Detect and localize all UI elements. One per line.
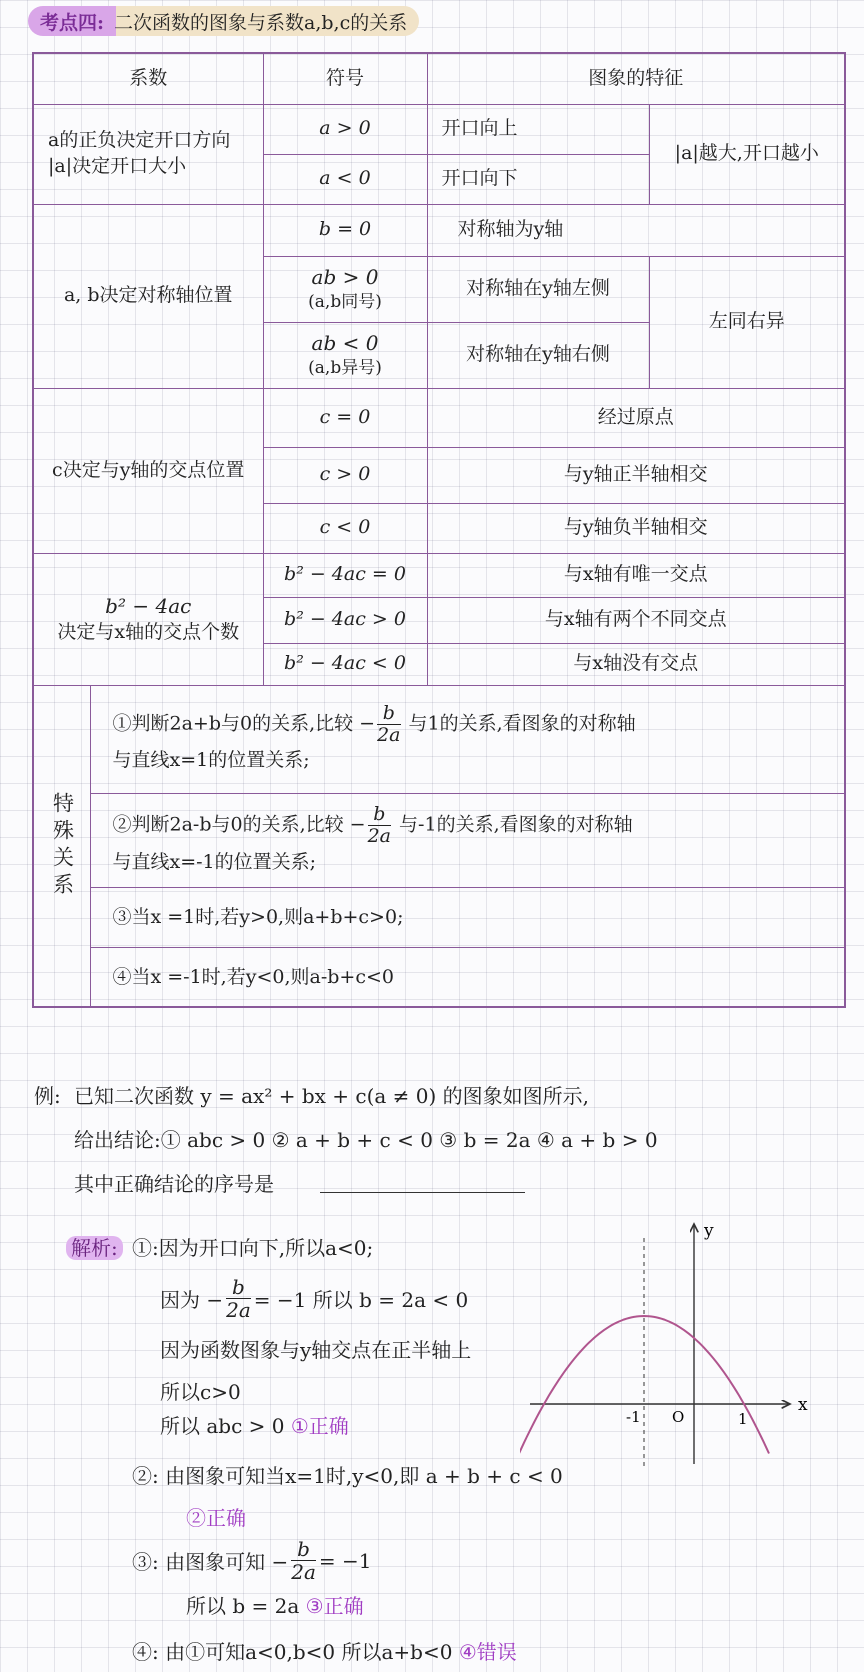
correct-mark: ③正确: [305, 1594, 364, 1618]
special-row: [34, 686, 844, 794]
table-row: [33, 104, 845, 154]
special-item-2-line1: ②判断2a-b与0的关系,比较 − $\frac{b}{2a}$ 与-1的关系,看图象的对称轴: [112, 802, 633, 847]
special-item-4: ④当x =-1时,若y<0,则a-b+c<0: [90, 948, 844, 1006]
special-label-cell: [34, 686, 90, 1006]
feature-cell: 经过原点: [427, 388, 845, 447]
a-extra-cell: |a|越大,开口越小: [649, 104, 845, 204]
header-coef: 系数: [33, 53, 263, 104]
sign-note: (a,b异号): [308, 358, 382, 379]
section-title: 二次函数的图象与系数a,b,c的关系: [114, 11, 408, 34]
example-label: 例:: [34, 1084, 61, 1108]
solution-s1-line3: 因为函数图象与y轴交点在正半轴上: [160, 1338, 472, 1362]
fraction: $\frac{b}{2a}$: [367, 802, 392, 847]
b-extra-cell: 左同右异: [649, 256, 845, 388]
sign-expr: ab > 0: [311, 265, 379, 290]
section-header: [28, 6, 419, 36]
fraction: $\frac{b}{2a}$: [377, 701, 401, 746]
feature-cell: 对称轴在y轴左侧: [427, 256, 649, 322]
solution-s2-line1: ②: 由图象可知当x=1时,y<0,即 a + b + c < 0: [132, 1464, 563, 1488]
a-label-line2: |a|决定开口大小: [48, 155, 187, 177]
sign-cell: a < 0: [263, 154, 427, 204]
correct-mark: ①正确: [290, 1414, 349, 1438]
solution-label: 解析:: [66, 1232, 123, 1261]
fraction: $\frac{b}{2a}$: [291, 1537, 316, 1584]
feature-cell: 与y轴负半轴相交: [427, 503, 845, 553]
sign-cell: c < 0: [263, 503, 427, 553]
fraction: $\frac{b}{2a}$: [226, 1275, 251, 1322]
example-line2: 给出结论:① abc > 0 ② a + b + c < 0 ③ b = 2a ④ a + b > 0: [74, 1128, 658, 1152]
origin-label: O: [672, 1408, 685, 1426]
special-item-1-line2: 与直线x=1的位置关系;: [112, 749, 310, 772]
example-line3: 其中正确结论的序号是: [74, 1172, 274, 1196]
special-item-3: ③当x =1时,若y>0,则a+b+c>0;: [90, 888, 844, 948]
example-line1: 已知二次函数 y = ax² + bx + c(a ≠ 0) 的图象如图所示,: [74, 1084, 590, 1108]
solution-s4-line1: ④: 由①可知a<0,b<0 所以a+b<0 ④错误: [132, 1640, 517, 1664]
tick-neg1-label: -1: [626, 1408, 641, 1426]
feature-cell: 与x轴有两个不同交点: [427, 597, 845, 643]
table-row: [33, 553, 845, 597]
a-label-line1: a的正负决定开口方向: [48, 129, 231, 152]
special-row: [34, 794, 844, 888]
answer-blank[interactable]: [320, 1192, 525, 1193]
special-table: [34, 686, 844, 1006]
b-section-label: a, b决定对称轴位置: [33, 204, 263, 388]
feature-cell: 与x轴有唯一交点: [427, 553, 845, 597]
disc-label-expr: b² − 4ac: [105, 593, 192, 618]
table-row: [33, 388, 845, 447]
special-section: [33, 685, 845, 1007]
sign-cell: c > 0: [263, 447, 427, 503]
table-row: [33, 204, 845, 256]
header-sign: 符号: [263, 53, 427, 104]
sign-note: (a,b同号): [308, 292, 382, 313]
sign-cell: b = 0: [263, 204, 427, 256]
header-feature: 图象的特征: [427, 53, 845, 104]
special-item-2-line2: 与直线x=-1的位置关系;: [112, 850, 317, 873]
sign-cell: b² − 4ac < 0: [263, 643, 427, 685]
section-tag: 考点四:: [40, 11, 105, 34]
sign-cell: [263, 322, 427, 388]
sign-cell: c = 0: [263, 388, 427, 447]
special-row: [34, 888, 844, 948]
solution-s1-line2: 因为 − $\frac{b}{2a}$ = −1 所以 b = 2a < 0: [160, 1275, 469, 1322]
sign-expr: ab < 0: [311, 331, 379, 356]
solution-s3-line1: ③: 由图象可知 − $\frac{b}{2a}$ = −1: [132, 1537, 372, 1584]
feature-cell: 开口向上: [427, 104, 649, 154]
solution-s1-line1: ①:因为开口向下,所以a<0;: [132, 1236, 374, 1260]
table-row: [33, 685, 845, 1007]
special-item-1-line1: ①判断2a+b与0的关系,比较 − $\frac{b}{2a}$ 与1的关系,看图象的对称轴: [112, 701, 636, 746]
feature-cell: 对称轴在y轴右侧: [427, 322, 649, 388]
sign-cell: a > 0: [263, 104, 427, 154]
tick-1-label: 1: [738, 1410, 748, 1428]
x-axis-label: x: [798, 1395, 808, 1415]
feature-cell: 开口向下: [427, 154, 649, 204]
feature-cell: 与y轴正半轴相交: [427, 447, 845, 503]
coefficient-table: [32, 52, 846, 1008]
special-item-2: [90, 794, 844, 888]
special-row: [34, 948, 844, 1006]
parabola-graph: [520, 1218, 820, 1478]
sign-cell: b² − 4ac = 0: [263, 553, 427, 597]
special-item-1: [90, 686, 844, 794]
y-axis-label: y: [704, 1221, 714, 1241]
table-header-row: [33, 53, 845, 104]
correct-mark: ②正确: [186, 1506, 246, 1530]
sign-cell: [263, 256, 427, 322]
solution-s3-line2: 所以 b = 2a ③正确: [186, 1594, 364, 1618]
disc-label-text: 决定与x轴的交点个数: [57, 620, 240, 643]
feature-cell: 对称轴为y轴: [427, 204, 845, 256]
c-section-label: c决定与y轴的交点位置: [33, 388, 263, 553]
solution-s1-line5: 所以 abc > 0 ①正确: [160, 1414, 349, 1438]
solution-s1-line4: 所以c>0: [160, 1380, 241, 1404]
feature-cell: 与x轴没有交点: [427, 643, 845, 685]
special-label: 特殊关系: [50, 791, 75, 900]
sign-cell: b² − 4ac > 0: [263, 597, 427, 643]
wrong-mark: ④错误: [458, 1640, 517, 1664]
disc-section-label: [33, 553, 263, 685]
a-section-label: [33, 104, 263, 204]
